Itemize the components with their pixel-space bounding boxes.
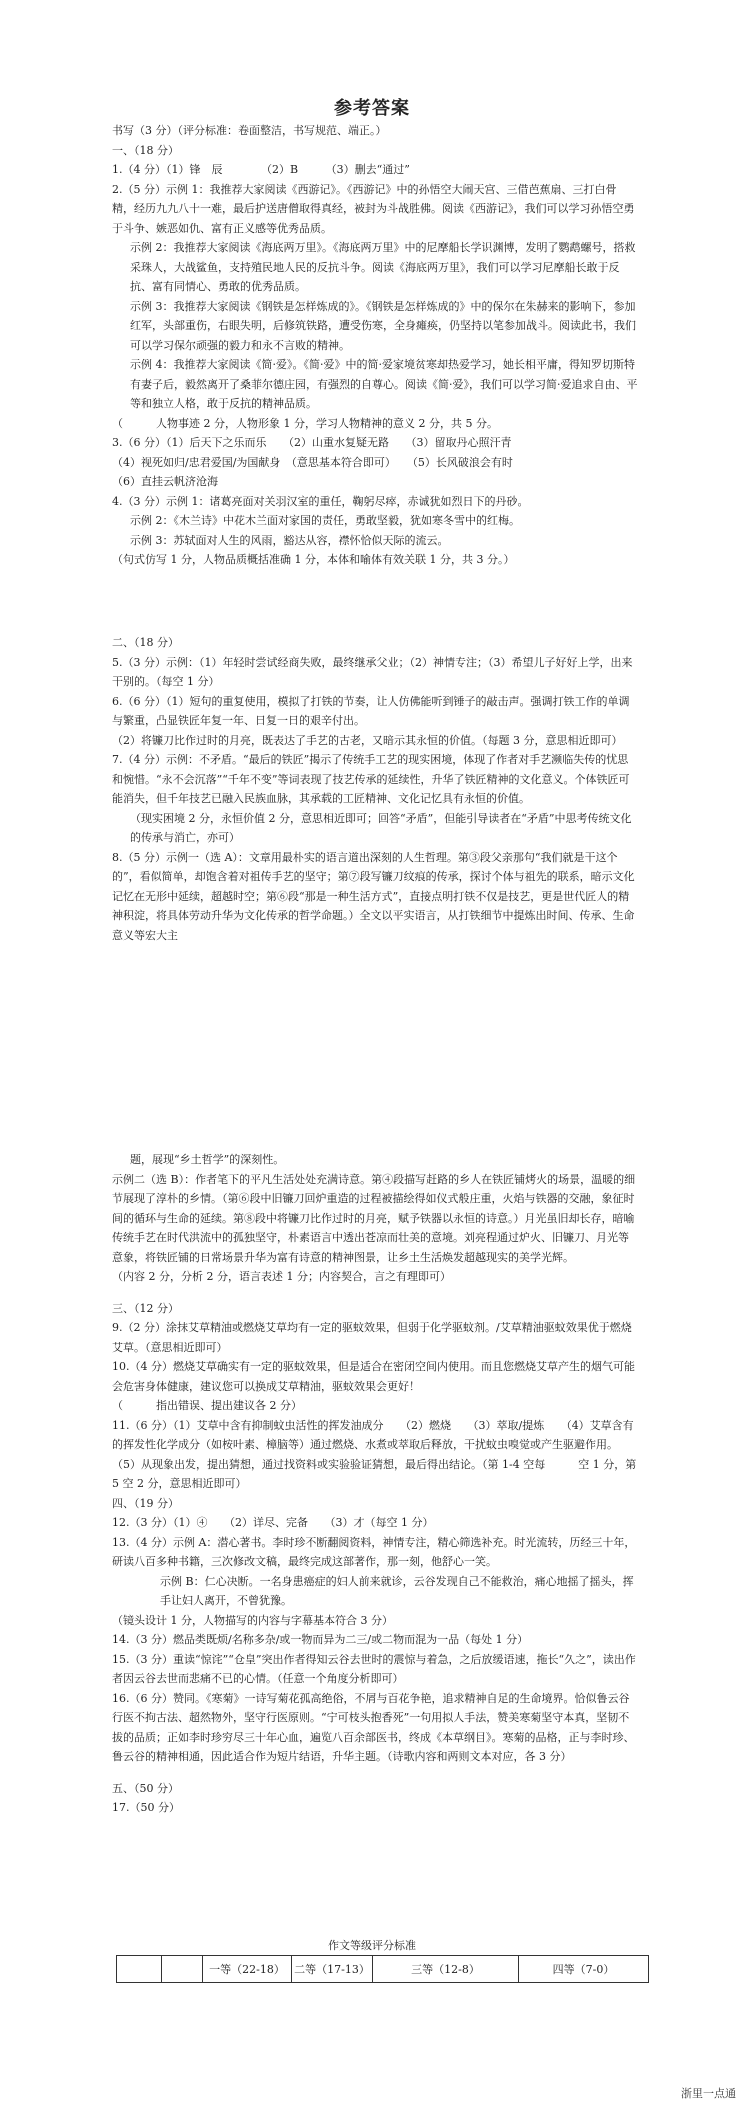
answer-q2-example4: 示例 4：我推荐大家阅读《简·爱》。《简·爱》中的简·爱家境贫寒却热爱学习，她长相平庸，得知罗切斯特有妻子后，毅然离开了桑菲尔德庄园，有强烈的自尊心。阅读《简·爱》，我们可以学习简·爱追求自由、平等和独立人格，敢于反抗的精神品质。 [130,358,638,410]
answer-q6-cont: （2）将镰刀比作过时的月亮，既表达了手艺的古老，又暗示其永恒的价值。（每题 3 分，意思相近即可） [112,733,623,747]
answer-q8-example2: 示例二（选 B）：作者笔下的平凡生活处处充满诗意。第④段描写赶路的乡人在铁匠铺烤火的场景，温暖的细节展现了淳朴的乡情。（第⑥段中旧镰刀回炉重造的过程被描绘得如仪式般庄重，火焰与铁器的交融，象征时间的循环与生命的延续。第⑧段中将镰刀比作过时的月亮，赋予铁器以永恒的诗意。）月光虽旧却长存，暗喻传统手艺在时代洪流中的孤独坚守，朴素语言中透出苍凉而壮美的意境。刘亮程通过炉火、旧镰刀、月光等意象，将铁匠铺的日常场景升华为富有诗意的精神图景，让乡土生活焕发超越现实的美学光辉。 [112,1172,636,1264]
grading-table-caption: 作文等级评分标准 [328,1939,416,1952]
watermark-text: 浙里一点通 [681,2087,736,2100]
answer-q2-example2: 示例 2：我推荐大家阅读《海底两万里》。《海底两万里》中的尼摩船长学识渊博，发明了鹦鹉螺号，搭救采珠人，大战鲨鱼，支持殖民地人民的反抗斗争。阅读《海底两万里》，我们可以学习尼摩船长敢于反抗、富有同情心、勇敢的优秀品质。 [130,241,636,293]
table-cell [162,1956,203,1983]
section-heading: 四、（19 分） [112,1496,179,1510]
answer-q8-cont: 题，展现“乡土哲学”的深刻性。 [130,1153,285,1166]
table-row [117,1956,649,1983]
answer-q7: 7.（4 分）示例：不矛盾。“最后的铁匠”揭示了传统手工艺的现实困境，体现了作者对手艺濒临失传的忧思和惋惜。“永不会沉落”“千年不变”等词表现了技艺传承的延续性，升华了铁匠精神的文化意义。个体铁匠可能消失，但千年技艺已融入民族血脉，其承载的工匠精神、文化记忆具有永恒的价值。 [112,753,630,805]
section-heading: 三、（12 分） [112,1301,179,1315]
table-cell [117,1956,162,1983]
answer-q3-cont: （4）视死如归/忠君爱国/为国献身 （意思基本符合即可） （5）长风破浪会有时 [112,455,513,469]
table-cell: 三等（12-8） [373,1956,519,1983]
table-cell: 四等（7-0） [519,1956,649,1983]
answer-q10: 10.（4 分）燃烧艾草确实有一定的驱蚊效果，但是适合在密闭空间内使用。而且您燃烧艾草产生的烟气可能会危害身体健康，建议您可以换成艾草精油，驱蚊效果会更好！ [112,1360,635,1393]
answer-q13-example-b: 示例 B：仁心决断。一名身患癌症的妇人前来就诊，云谷发现自己不能救治，痛心地摇了摇头，挥手让妇人离开，不曾犹豫。 [160,1574,634,1607]
answer-q4-example3: 示例 3：苏轼面对人生的风雨，豁达从容，襟怀恰似天际的流云。 [130,533,449,547]
answer-q14: 14.（3 分）燃品类既烦/名称多杂/或一物而异为二三/或二物而混为一品（每处 1 分） [112,1633,529,1646]
answer-q6: 6.（6 分）（1）短句的重复使用，模拟了打铁的节奏，让人仿佛能听到锤子的敲击声。强调打铁工作的单调与繁重，凸显铁匠年复一年、日复一日的艰辛付出。 [112,694,630,727]
section-heading: 一、（18 分） [112,143,179,157]
answer-q9: 9.（2 分）涂抹艾草精油或燃烧艾草均有一定的驱蚊效果，但弱于化学驱蚊剂。/艾草精油驱蚊效果优于燃烧艾草。（意思相近即可） [112,1321,632,1354]
answers-section-2 [112,633,638,945]
answer-q2: 2.（5 分）示例 1：我推荐大家阅读《西游记》。《西游记》中的孙悟空大闹天宫、三借芭蕉扇、三打白骨精，经历九九八十一难，最后护送唐僧取得真经，被封为斗战胜佛。阅读《西游记》，我们可以学习孙悟空勇于斗争、嫉恶如仇、富有正义感等优秀品质。 [112,182,635,235]
answer-q4-scoring: （句式仿写 1 分，人物品质概括准确 1 分，本体和喻体有效关联 1 分，共 3 分。） [112,553,515,566]
section-heading: 五、（50 分） [112,1781,179,1795]
answer-q17: 17.（50 分） [112,1801,180,1814]
answer-q3-cont2: （6）直挂云帆济沧海 [112,475,218,488]
answer-q8-scoring: （内容 2 分，分析 2 分，语言表述 1 分；内容契合，言之有理即可） [112,1270,451,1283]
answer-q13: 13.（4 分）示例 A：潜心著书。李时珍不断翻阅资料，神情专注，精心筛选补充。时光流转，历经三十年，研读八百多种书籍，三次修改文稿，最终完成这部著作，那一刻，他舒心一笑。 [112,1535,636,1568]
answer-q13-scoring: （镜头设计 1 分，人物描写的内容与字幕基本符合 3 分） [112,1613,393,1627]
grading-table [116,1955,649,1983]
answers-section-3 [112,1150,638,1818]
handwriting-line: 书写（3 分）（评分标准：卷面整洁，书写规范、端正。） [112,124,387,137]
table-cell: 二等（17-13） [292,1956,373,1983]
answer-q2-scoring: （ 人物事迹 2 分，人物形象 1 分，学习人物精神的意义 2 分，共 5 分。 [112,416,498,430]
answer-q8: 8.（5 分）示例一（选 A）：文章用最朴实的语言道出深刻的人生哲理。第③段父亲那句“我们就是干这个的”，看似简单，却饱含着对祖传手艺的坚守；第⑦段写镰刀纹痕的传承，探讨个体与祖先的联系，暗示文化记忆在无形中延续，超越时空；第⑥段“那是一种生活方式”，直接点明打铁不仅是技艺，更是世代匠人的精神积淀，将具体劳动升华为文化传承的哲学命题。）全文以平实语言，从打铁细节中提炼出时间、传承、生命意义等宏大主 [112,850,635,942]
answer-q4: 4.（3 分）示例 1：诸葛亮面对关羽汉室的重任，鞠躬尽瘁，赤诚犹如烈日下的丹砂。 [112,494,529,508]
answer-q7-scoring: （现实困境 2 分，永恒价值 2 分，意思相近即可；回答“矛盾”，但能引导读者在“矛盾”中思考传统文化的传承与消亡，亦可） [130,811,632,844]
answer-q5: 5.（3 分）示例：（1）年轻时尝试经商失败，最终继承父业；（2）神情专注；（3）希望儿子好好上学，出来干别的。（每空 1 分） [112,655,633,688]
page-title: 参考答案 [334,98,410,119]
answer-q11: 11.（6 分）（1）艾草中含有抑制蚊虫活性的挥发油成分 （2）燃烧 （3）萃取/提炼 （4）艾草含有的挥发性化学成分（如桉叶素、樟脑等）通过燃烧、水煮或萃取后释放，干扰蚊虫嗅觉或产生驱避作用。 （5）从现象出发，提出猜想，通过找资料或实验验证猜想，最后得出结论。（第 1-4 空每 空 1 分，第 5 空 2 分，意思相近即可） [112,1418,637,1490]
section-heading: 二、（18 分） [112,636,179,649]
answer-q1: 1.（4 分）（1）锋 辰 （2）B （3）删去“通过” [112,163,410,176]
answer-q4-example2: 示例 2：《木兰诗》中花木兰面对家国的责任，勇敢坚毅，犹如寒冬雪中的红梅。 [130,514,520,527]
answers-section-1 [112,121,638,570]
answer-q15: 15.（3 分）重读“惊诧”“仓皇”突出作者得知云谷去世时的震惊与着急，之后放缓语速，拖长“久之”，读出作者因云谷去世而悲痛不已的心情。（任意一个角度分析即可） [112,1652,636,1685]
answer-q16: 16.（6 分）赞同。《寒菊》一诗写菊花孤高绝俗，不屑与百花争艳，追求精神自足的生命境界。恰似鲁云谷行医不拘古法、超然物外，坚守行医原则。“宁可枝头抱香死”一句用拟人手法，赞美寒菊坚守本真，坚韧不拔的品质；正如李时珍穷尽三十年心血，遍览八百余部医书，终成《本草纲目》。寒菊的品格，正与李时珍、鲁云谷的精神相通，因此适合作为短片结语，升华主题。（诗歌内容和两则文本对应，各 3 分） [112,1691,635,1763]
answer-q2-example3: 示例 3：我推荐大家阅读《钢铁是怎样炼成的》。《钢铁是怎样炼成的》中的保尔在朱赫来的影响下，参加红军，头部重伤，右眼失明，后修筑铁路，遭受伤寒，全身瘫痪，仍坚持以笔参加战斗。阅读此书，我们可以学习保尔顽强的毅力和永不言败的精神。 [130,299,636,352]
answer-q10-scoring: （ 指出错误、提出建议各 2 分） [112,1399,302,1412]
answer-q3: 3.（6 分）（1）后天下之乐而乐 （2）山重水复疑无路 （3）留取丹心照汗青 [112,436,512,449]
answer-q12: 12.（3 分）（1）④ （2）详尽、完备 （3）才（每空 1 分） [112,1516,434,1529]
table-cell: 一等（22-18） [203,1956,292,1983]
